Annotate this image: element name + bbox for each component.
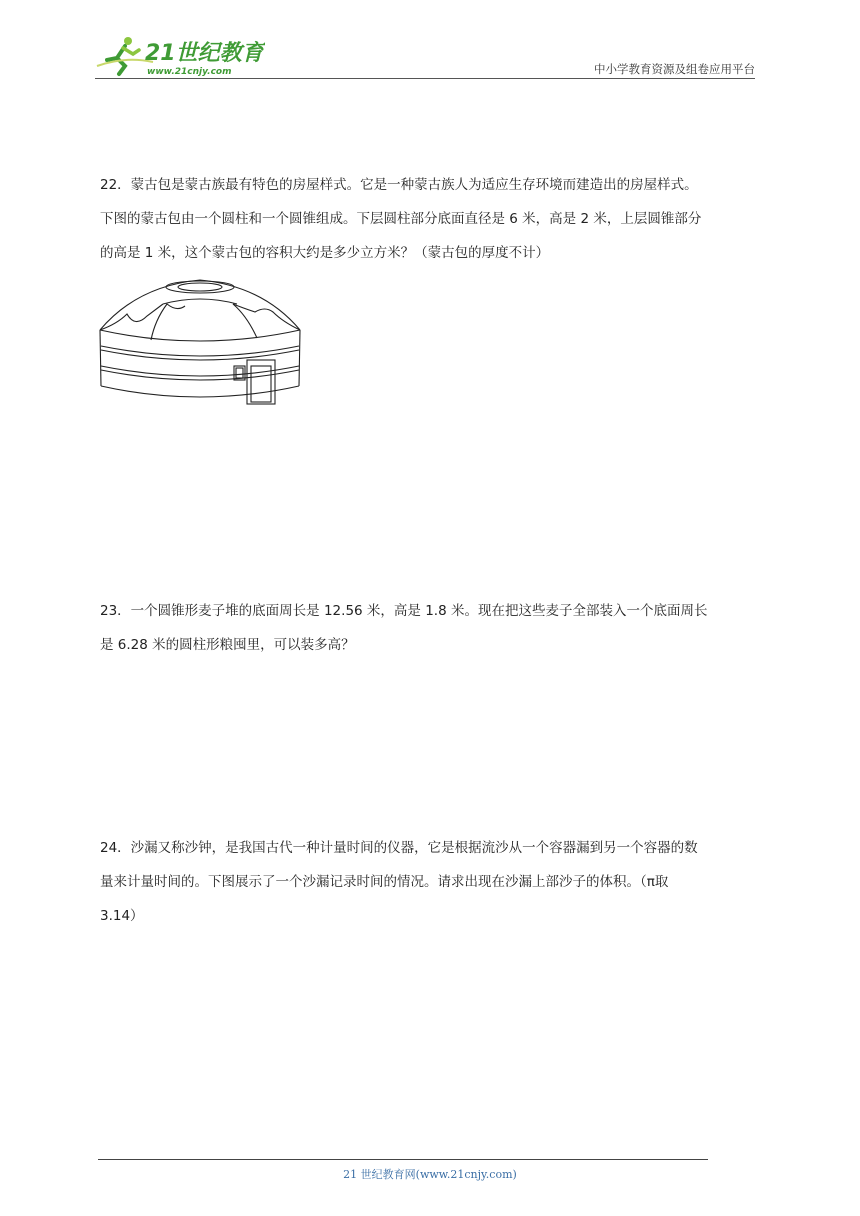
question-22: [100, 168, 765, 270]
question-line: 量来计量时间的。下图展示了一个沙漏记录时间的情况。请求出现在沙漏上部沙子的体积。（π取: [100, 874, 669, 890]
question-line: 是 6.28 米的圆柱形粮囤里，可以装多高？: [100, 637, 355, 653]
question-24: [100, 831, 765, 933]
question-23: [100, 594, 765, 662]
footer-divider: [98, 1159, 708, 1160]
question-line: 3.14）: [100, 908, 144, 924]
question-line: 22．蒙古包是蒙古族最有特色的房屋样式。它是一种蒙古族人为适应生存环境而建造出的房屋样式。: [100, 177, 698, 193]
logo-text: 21世纪教育: [145, 41, 264, 66]
page-header: [95, 34, 755, 82]
platform-name: 中小学教育资源及组卷应用平台: [594, 62, 755, 76]
question-line: 23．一个圆锥形麦子堆的底面周长是 12.56 米，高是 1.8 米。现在把这些麦子全部装入一个底面周长: [100, 603, 708, 619]
logo: [95, 34, 265, 78]
question-line: 的高是 1 米，这个蒙古包的容积大约是多少立方米？（蒙古包的厚度不计）: [100, 245, 550, 261]
logo-url: www.21cnjy.com: [147, 67, 232, 77]
question-line: 下图的蒙古包由一个圆柱和一个圆锥组成。下层圆柱部分底面直径是 6 米，高是 2 米，上层圆锥部分: [100, 211, 702, 227]
question-line: 24．沙漏又称沙钟，是我国古代一种计量时间的仪器，它是根据流沙从一个容器漏到另一个容器的数: [100, 840, 698, 856]
footer-link[interactable]: 21 世纪教育网(www.21cnjy.com): [343, 1168, 517, 1181]
header-divider: [95, 78, 755, 79]
yurt-figure: [97, 276, 303, 412]
